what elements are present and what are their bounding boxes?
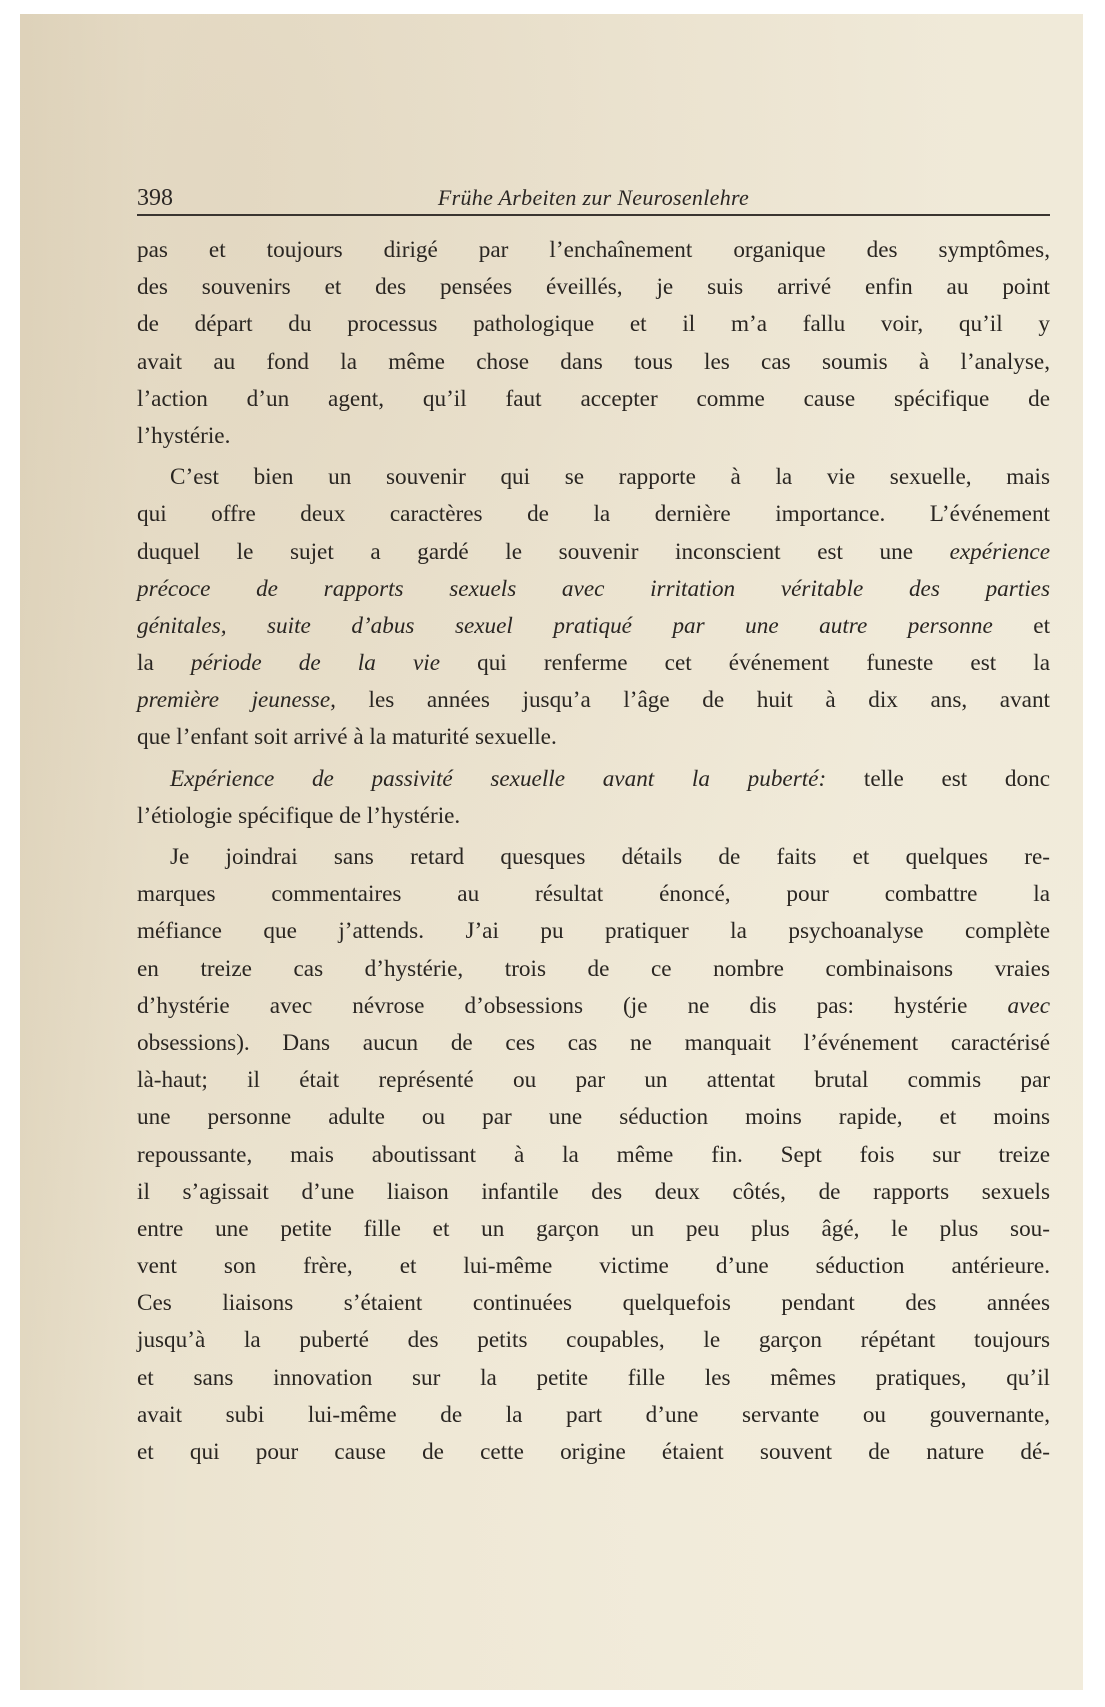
- text-span: il s’agissait d’une liaison infantile des deux côtés, de rapports sexuels: [137, 1178, 1050, 1205]
- page-header: [137, 174, 1050, 216]
- italic-text: génitales, suite d’abus sexuel pratiqué par une autre personne: [137, 612, 993, 639]
- text-span: de départ du processus pathologique et il m’a fallu voir, qu’il y: [137, 311, 1050, 338]
- text-span: qui offre deux caractères de la dernière importance. L’événement: [137, 501, 1050, 528]
- running-title: Frühe Arbeiten zur Neurosenlehre: [437, 185, 750, 210]
- text-span: et: [992, 612, 1051, 639]
- body-text: [137, 232, 1050, 1471]
- text-line: [137, 719, 1050, 756]
- text-span: une personne adulte ou par une séduction moins rapide, et moins: [137, 1104, 1050, 1131]
- text-line: [137, 1025, 1050, 1062]
- text-span: entre une petite fille et un garçon un peu plus âgé, le plus sou-: [137, 1215, 1050, 1242]
- paragraph: [137, 839, 1050, 1471]
- text-line: [137, 306, 1050, 343]
- text-span: marques commentaires au résultat énoncé, pour combattre la: [137, 881, 1050, 908]
- page-number: 398: [137, 185, 173, 211]
- text-line: [137, 951, 1050, 988]
- italic-text: Expérience de passivité sexuelle avant la puberté:: [170, 765, 827, 792]
- paragraph: [137, 232, 1050, 455]
- text-line: [137, 1099, 1050, 1136]
- text-line: [137, 418, 1050, 455]
- text-span: C’est bien un souvenir qui se rapporte à la vie sexuelle, mais: [170, 464, 1050, 491]
- text-line: [137, 571, 1050, 608]
- text-line: [137, 1285, 1050, 1322]
- text-line: [137, 608, 1050, 645]
- text-span: l’action d’un agent, qu’il faut accepter comme cause spécifique de: [137, 385, 1050, 412]
- text-span: que l’enfant soit arrivé à la maturité sexuelle.: [137, 724, 557, 751]
- text-span: l’hystérie.: [137, 422, 231, 449]
- text-span: et sans innovation sur la petite fille les mêmes pratiques, qu’il: [137, 1364, 1050, 1391]
- book-page: [20, 14, 1083, 1690]
- text-span: repoussante, mais aboutissant à la même fin. Sept fois sur treize: [137, 1141, 1050, 1168]
- text-span: avait au fond la même chose dans tous les cas soumis à l’analyse,: [137, 348, 1050, 375]
- text-line: [137, 645, 1050, 682]
- text-line: [137, 1062, 1050, 1099]
- text-line: [137, 1174, 1050, 1211]
- text-span: vent son frère, et lui-même victime d’une séduction antérieure.: [137, 1253, 1050, 1280]
- text-span: obsessions). Dans aucun de ces cas ne manquait l’événement caractérisé: [137, 1029, 1050, 1056]
- text-line: [137, 839, 1050, 876]
- text-span: Ces liaisons s’étaient continuées quelquefois pendant des années: [137, 1290, 1050, 1317]
- italic-text: expérience: [949, 538, 1050, 565]
- text-line: [137, 798, 1050, 835]
- text-span: la: [137, 650, 191, 677]
- text-line: [137, 913, 1050, 950]
- text-line: [137, 1360, 1050, 1397]
- text-line: [137, 761, 1050, 798]
- text-line: [137, 269, 1050, 306]
- italic-text: première jeunesse,: [137, 687, 336, 714]
- text-span: qui renferme cet événement funeste est la: [440, 650, 1051, 677]
- text-span: jusqu’à la puberté des petits coupables, le garçon répétant toujours: [137, 1327, 1050, 1354]
- text-span: pas et toujours dirigé par l’enchaînement organique des symptômes,: [137, 237, 1050, 263]
- text-span: les années jusqu’a l’âge de huit à dix ans, avant: [335, 687, 1050, 714]
- text-line: [137, 876, 1050, 913]
- text-line: [137, 344, 1050, 381]
- text-span: des souvenirs et des pensées éveillés, je suis arrivé enfin au point: [137, 274, 1050, 301]
- italic-text: avec: [1007, 992, 1050, 1019]
- text-span: telle est donc: [826, 765, 1050, 792]
- text-line: [137, 459, 1050, 496]
- italic-text: précoce de rapports sexuels avec irritation véritable des parties: [137, 575, 1050, 602]
- text-span: Je joindrai sans retard quesques détails de faits et quelques re-: [170, 844, 1050, 870]
- text-line: [137, 1434, 1050, 1471]
- paragraph: [137, 761, 1050, 835]
- text-span: méfiance que j’attends. J’ai pu pratiquer la psychoanalyse complète: [137, 918, 1050, 945]
- text-line: [137, 1248, 1050, 1285]
- text-span: là-haut; il était représenté ou par un attentat brutal commis par: [137, 1067, 1050, 1094]
- text-span: l’étiologie spécifique de l’hystérie.: [137, 802, 461, 829]
- text-span: d’hystérie avec névrose d’obsessions (je ne dis pas: hystérie: [137, 992, 1008, 1019]
- text-span: duquel le sujet a gardé le souvenir inconscient est une: [137, 538, 950, 565]
- text-span: avait subi lui-même de la part d’une servante ou gouvernante,: [137, 1401, 1050, 1428]
- paragraph: [137, 459, 1050, 757]
- text-line: [137, 682, 1050, 719]
- text-line: [137, 988, 1050, 1025]
- text-line: [137, 496, 1050, 533]
- text-line: [137, 1211, 1050, 1248]
- text-line: [137, 1322, 1050, 1359]
- text-line: [137, 534, 1050, 571]
- text-span: en treize cas d’hystérie, trois de ce nombre combinaisons vraies: [137, 955, 1050, 982]
- italic-text: période de la vie: [190, 650, 440, 677]
- text-span: et qui pour cause de cette origine étaient souvent de nature dé-: [137, 1439, 1050, 1465]
- text-line: [137, 1137, 1050, 1174]
- text-line: [137, 381, 1050, 418]
- text-line: [137, 232, 1050, 269]
- text-line: [137, 1397, 1050, 1434]
